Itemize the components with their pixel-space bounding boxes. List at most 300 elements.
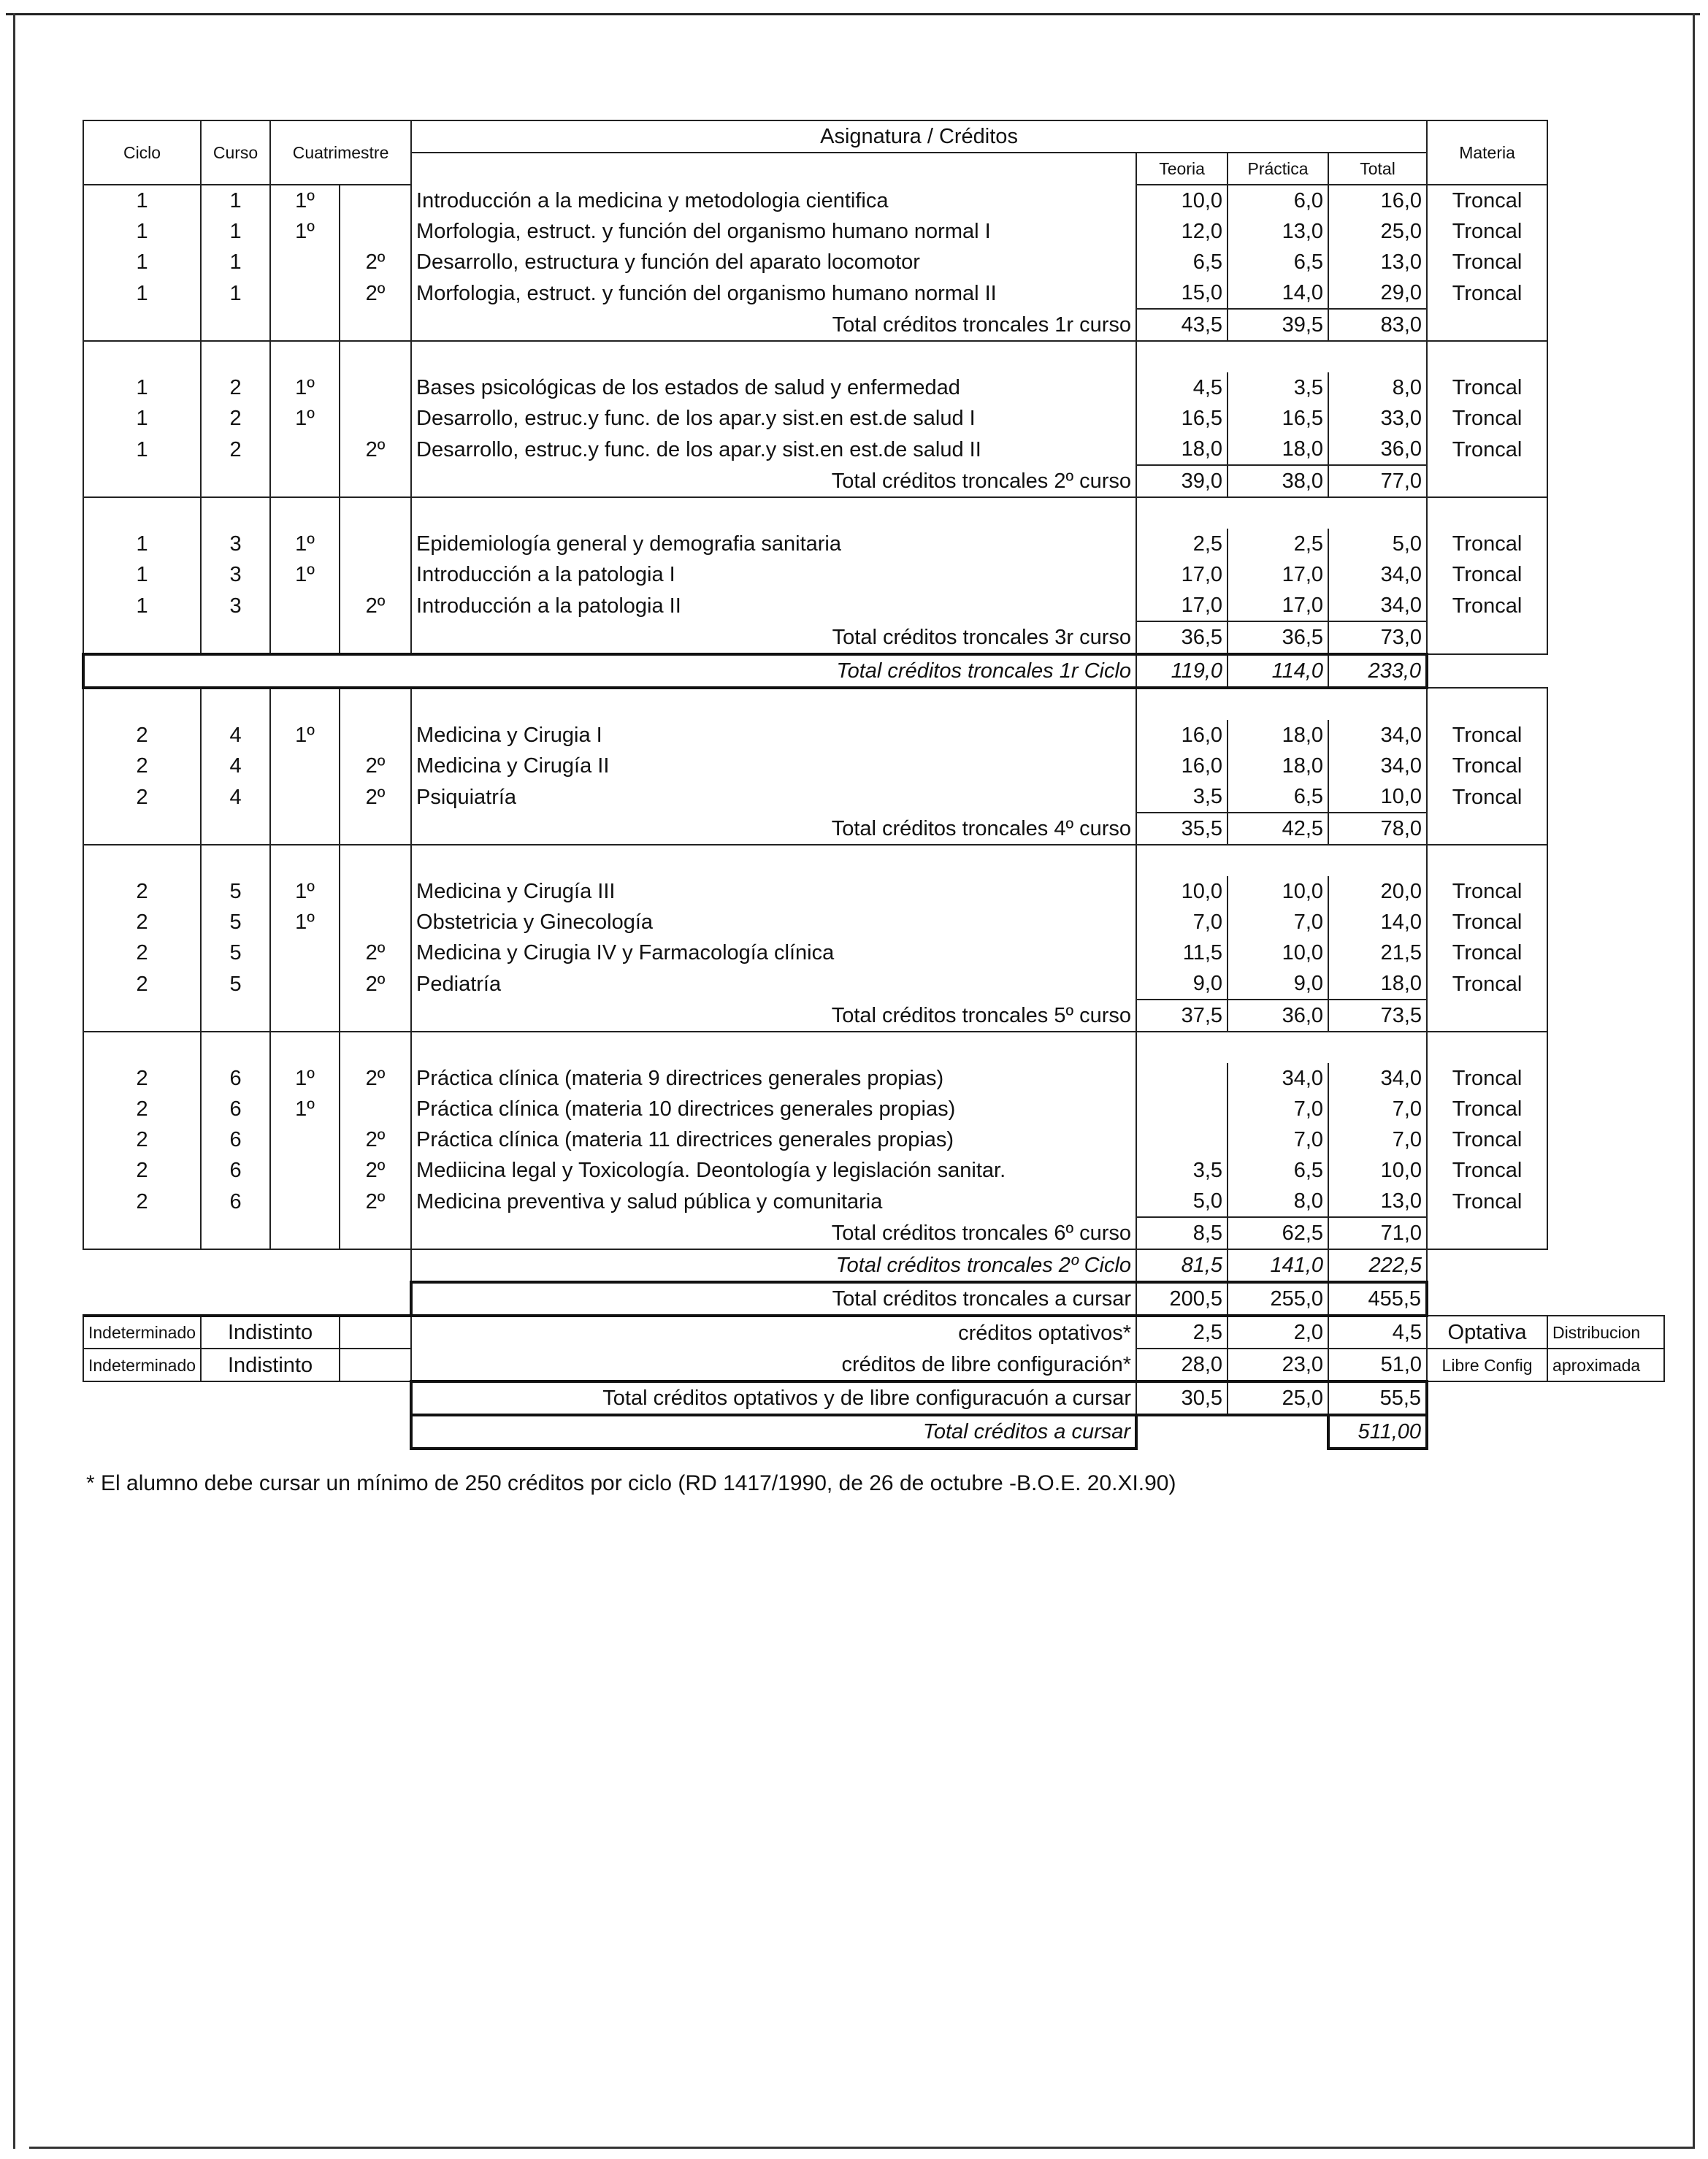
- table-row: [83, 216, 1664, 247]
- header-cuatrimestre: Cuatrimestre: [270, 120, 411, 185]
- total-cell: 18,0: [1328, 968, 1427, 1000]
- ciclo-cell: 2: [83, 1155, 201, 1186]
- empty-cell: [83, 497, 201, 529]
- subtotal-total: 73,5: [1328, 1000, 1427, 1032]
- empty-cell: [1547, 247, 1664, 277]
- empty-cell: [1547, 309, 1664, 341]
- cuatrimestre-1-cell: 1º: [270, 403, 340, 434]
- study-plan-table: [82, 120, 1665, 1450]
- empty-cell: [270, 688, 340, 720]
- empty-cell: [201, 1000, 270, 1032]
- empty-cell: [1547, 1032, 1664, 1063]
- empty-cell: [411, 1032, 1136, 1063]
- optional-total-practica: 25,0: [1228, 1381, 1328, 1415]
- cuatrimestre-1-cell: [270, 1186, 340, 1217]
- asignatura-cell: Práctica clínica (materia 11 directrices generales propias): [411, 1124, 1136, 1155]
- practica-cell: 18,0: [1228, 434, 1328, 465]
- empty-cell: [270, 465, 340, 497]
- ciclo-total-teoria: 119,0: [1136, 654, 1228, 688]
- empty-cell: [83, 309, 201, 341]
- empty-cell: [1427, 1381, 1547, 1415]
- cuatrimestre-1-cell: [270, 968, 340, 1000]
- empty-cell: [1547, 153, 1664, 185]
- teoria-cell: 11,5: [1136, 937, 1228, 968]
- materia-cell: Troncal: [1427, 559, 1547, 590]
- practica-cell: 17,0: [1228, 559, 1328, 590]
- curso-cell: 3: [201, 529, 270, 559]
- empty-cell: [1547, 216, 1664, 247]
- ciclo-cell: 2: [83, 937, 201, 968]
- ciclo-total-total: 222,5: [1328, 1249, 1427, 1282]
- empty-cell: [1547, 688, 1664, 720]
- asignatura-cell: Medicina preventiva y salud pública y comunitaria: [411, 1186, 1136, 1217]
- ciclo-total-label: Total créditos troncales 1r Ciclo: [411, 654, 1136, 688]
- asignatura-cell: Morfologia, estruct. y función del organismo humano normal I: [411, 216, 1136, 247]
- practica-cell: 18,0: [1228, 751, 1328, 781]
- curso-cell: 4: [201, 720, 270, 751]
- practica-cell: 10,0: [1228, 937, 1328, 968]
- subtotal-row: [83, 621, 1664, 654]
- subtotal-total: 77,0: [1328, 465, 1427, 497]
- table-row: [83, 559, 1664, 590]
- teoria-cell: 17,0: [1136, 559, 1228, 590]
- empty-cell: [83, 813, 201, 845]
- teoria-cell: 6,5: [1136, 247, 1228, 277]
- empty-cell: [1547, 1381, 1664, 1415]
- subtotal-label: Total créditos troncales 1r curso: [411, 309, 1136, 341]
- subtotal-label: Total créditos troncales 5º curso: [411, 1000, 1136, 1032]
- subtotal-practica: 38,0: [1228, 465, 1328, 497]
- optional-teoria: 28,0: [1136, 1349, 1228, 1381]
- empty-cell: [1547, 590, 1664, 621]
- materia-cell: Troncal: [1427, 1063, 1547, 1094]
- asignatura-cell: Medicina y Cirugia IV y Farmacología clínica: [411, 937, 1136, 968]
- empty-cell: [1547, 1000, 1664, 1032]
- empty-cell: [270, 497, 340, 529]
- page-border-left: [13, 13, 15, 2149]
- curso-cell: 4: [201, 751, 270, 781]
- grand-total-row: [83, 1415, 1664, 1449]
- asignatura-cell: Desarrollo, estructura y función del aparato locomotor: [411, 247, 1136, 277]
- empty-cell: [1547, 968, 1664, 1000]
- cuatrimestre-2-cell: 2º: [340, 1124, 411, 1155]
- total-cell: 36,0: [1328, 434, 1427, 465]
- subtotal-label: Total créditos troncales 3r curso: [411, 621, 1136, 654]
- cuatrimestre-2-cell: [340, 403, 411, 434]
- empty-cell: [340, 1217, 411, 1249]
- distribution-note: Distribucion: [1547, 1316, 1664, 1349]
- asignatura-cell: Obstetricia y Ginecología: [411, 907, 1136, 937]
- empty-cell: [83, 654, 411, 688]
- cuatrimestre-2-cell: 2º: [340, 247, 411, 277]
- empty-cell: [1136, 1415, 1228, 1449]
- empty-cell: [201, 845, 270, 876]
- empty-cell: [83, 688, 201, 720]
- ciclo-cell: 1: [83, 216, 201, 247]
- troncales-total-practica: 255,0: [1228, 1282, 1328, 1316]
- total-cell: 7,0: [1328, 1094, 1427, 1124]
- practica-cell: 17,0: [1228, 590, 1328, 621]
- optional-total-row: [83, 1381, 1664, 1415]
- total-cell: 13,0: [1328, 1186, 1427, 1217]
- asignatura-cell: Medicina y Cirugia I: [411, 720, 1136, 751]
- total-cell: 34,0: [1328, 590, 1427, 621]
- table-row: [83, 876, 1664, 907]
- ciclo-cell: 2: [83, 751, 201, 781]
- empty-cell: [411, 688, 1136, 720]
- teoria-cell: 4,5: [1136, 372, 1228, 403]
- empty-cell: [411, 153, 1136, 185]
- empty-cell: [1427, 341, 1547, 372]
- practica-cell: 16,5: [1228, 403, 1328, 434]
- table-row: [83, 434, 1664, 465]
- curso-cell: 2: [201, 434, 270, 465]
- empty-cell: [201, 497, 270, 529]
- subtotal-row: [83, 309, 1664, 341]
- materia-cell: Troncal: [1427, 216, 1547, 247]
- empty-cell: [340, 621, 411, 654]
- curso-cell: 6: [201, 1094, 270, 1124]
- empty-cell: [1427, 1249, 1547, 1282]
- empty-cell: [1547, 277, 1664, 309]
- cuatrimestre-1-cell: 1º: [270, 559, 340, 590]
- asignatura-cell: Medicina y Cirugía II: [411, 751, 1136, 781]
- ciclo-total-practica: 141,0: [1228, 1249, 1328, 1282]
- empty-cell: [83, 1282, 411, 1316]
- practica-cell: 8,0: [1228, 1186, 1328, 1217]
- empty-cell: [1547, 654, 1664, 688]
- empty-cell: [1328, 1032, 1427, 1063]
- optional-practica: 2,0: [1228, 1316, 1328, 1349]
- empty-cell: [201, 465, 270, 497]
- header-row: [83, 120, 1664, 153]
- cuatrimestre-2-cell: [340, 907, 411, 937]
- empty-cell: [201, 309, 270, 341]
- distribution-note: aproximada: [1547, 1349, 1664, 1381]
- optional-total: 4,5: [1328, 1316, 1427, 1349]
- ciclo-total-practica: 114,0: [1228, 654, 1328, 688]
- header-curso: Curso: [201, 120, 270, 185]
- materia-cell: Troncal: [1427, 1155, 1547, 1186]
- optional-total: 51,0: [1328, 1349, 1427, 1381]
- empty-cell: [1136, 1032, 1228, 1063]
- subtotal-practica: 36,5: [1228, 621, 1328, 654]
- cuatrimestre-2-cell: [340, 372, 411, 403]
- asignatura-cell: Medicina y Cirugía III: [411, 876, 1136, 907]
- table-row: [83, 1155, 1664, 1186]
- materia-cell: Troncal: [1427, 434, 1547, 465]
- cuatrimestre-2-cell: [340, 559, 411, 590]
- cuatrimestre-2-cell: [340, 720, 411, 751]
- cuatrimestre-2-cell: [340, 529, 411, 559]
- empty-cell: [1547, 1094, 1664, 1124]
- cuatrimestre-2-cell: 2º: [340, 937, 411, 968]
- curso-cell: Indistinto: [201, 1349, 340, 1381]
- empty-cell: [270, 309, 340, 341]
- materia-cell: Troncal: [1427, 1186, 1547, 1217]
- asignatura-cell: Desarrollo, estruc.y func. de los apar.y sist.en est.de salud II: [411, 434, 1136, 465]
- empty-cell: [1547, 876, 1664, 907]
- empty-cell: [1547, 497, 1664, 529]
- empty-cell: [340, 813, 411, 845]
- table-row: [83, 937, 1664, 968]
- curso-cell: 1: [201, 216, 270, 247]
- ciclo-cell: 1: [83, 434, 201, 465]
- cuatrimestre-1-cell: 1º: [270, 216, 340, 247]
- empty-cell: [270, 1000, 340, 1032]
- teoria-cell: 16,5: [1136, 403, 1228, 434]
- subtotal-teoria: 43,5: [1136, 309, 1228, 341]
- table-row: [83, 751, 1664, 781]
- materia-cell: Troncal: [1427, 1124, 1547, 1155]
- spacer-row: [83, 341, 1664, 372]
- grand-total-label: Total créditos a cursar: [411, 1415, 1136, 1449]
- total-cell: 10,0: [1328, 1155, 1427, 1186]
- empty-cell: [1547, 751, 1664, 781]
- cuatrimestre-1-cell: 1º: [270, 372, 340, 403]
- curso-cell: 6: [201, 1063, 270, 1094]
- cuatrimestre-2-cell: [340, 216, 411, 247]
- total-cell: 21,5: [1328, 937, 1427, 968]
- table-row: [83, 1124, 1664, 1155]
- empty-cell: [1547, 529, 1664, 559]
- asignatura-cell: Práctica clínica (materia 10 directrices generales propias): [411, 1094, 1136, 1124]
- practica-cell: 7,0: [1228, 907, 1328, 937]
- cuatrimestre-1-cell: [270, 1124, 340, 1155]
- practica-cell: 6,5: [1228, 247, 1328, 277]
- table-row: [83, 907, 1664, 937]
- curso-cell: 4: [201, 781, 270, 813]
- total-cell: 34,0: [1328, 559, 1427, 590]
- ciclo-cell: 2: [83, 1186, 201, 1217]
- empty-cell: [201, 1217, 270, 1249]
- cuatrimestre-2-cell: 2º: [340, 751, 411, 781]
- empty-cell: [1427, 688, 1547, 720]
- ciclo-cell: 1: [83, 529, 201, 559]
- ciclo-cell: 2: [83, 876, 201, 907]
- curso-cell: 5: [201, 968, 270, 1000]
- materia-cell: Troncal: [1427, 907, 1547, 937]
- empty-cell: [1427, 465, 1547, 497]
- empty-cell: [1547, 1063, 1664, 1094]
- empty-cell: [1547, 434, 1664, 465]
- empty-cell: [1427, 309, 1547, 341]
- curso-cell: 6: [201, 1186, 270, 1217]
- materia-cell: Troncal: [1427, 1094, 1547, 1124]
- empty-cell: [1547, 465, 1664, 497]
- page-border-right: [1693, 13, 1695, 2149]
- ciclo-cell: 2: [83, 781, 201, 813]
- practica-cell: 6,0: [1228, 185, 1328, 216]
- asignatura-cell: Práctica clínica (materia 9 directrices generales propias): [411, 1063, 1136, 1094]
- empty-cell: [1547, 120, 1664, 153]
- practica-cell: 13,0: [1228, 216, 1328, 247]
- materia-cell: Troncal: [1427, 277, 1547, 309]
- practica-cell: 18,0: [1228, 720, 1328, 751]
- materia-cell: Troncal: [1427, 247, 1547, 277]
- table-row: [83, 403, 1664, 434]
- cuatrimestre-2-cell: [340, 1094, 411, 1124]
- total-cell: 5,0: [1328, 529, 1427, 559]
- cuatrimestre-1-cell: [270, 277, 340, 309]
- cuatrimestre-2-cell: 2º: [340, 434, 411, 465]
- ciclo-cell: 2: [83, 1094, 201, 1124]
- subtotal-practica: 36,0: [1228, 1000, 1328, 1032]
- empty-cell: [1427, 1415, 1547, 1449]
- footnote: * El alumno debe cursar un mínimo de 250 créditos por ciclo (RD 1417/1990, de 26 de octubre -B.O.E. 20.XI.90): [86, 1471, 1176, 1495]
- curso-cell: 5: [201, 937, 270, 968]
- teoria-cell: [1136, 1063, 1228, 1094]
- asignatura-cell: Morfologia, estruct. y función del organismo humano normal II: [411, 277, 1136, 309]
- empty-cell: [83, 1217, 201, 1249]
- cuatrimestre-2-cell: [340, 876, 411, 907]
- materia-cell: Troncal: [1427, 876, 1547, 907]
- ciclo-cell: 1: [83, 590, 201, 621]
- empty-cell: [411, 341, 1136, 372]
- empty-cell: [340, 1349, 411, 1381]
- subtotal-teoria: 35,5: [1136, 813, 1228, 845]
- cuatrimestre-2-cell: 2º: [340, 781, 411, 813]
- empty-cell: [1228, 497, 1328, 529]
- empty-cell: [1547, 1217, 1664, 1249]
- practica-cell: 10,0: [1228, 876, 1328, 907]
- empty-cell: [1547, 813, 1664, 845]
- materia-cell: Troncal: [1427, 968, 1547, 1000]
- table-row: [83, 781, 1664, 813]
- empty-cell: [340, 341, 411, 372]
- header-practica: Práctica: [1228, 153, 1328, 185]
- empty-cell: [1547, 1249, 1664, 1282]
- empty-cell: [1328, 341, 1427, 372]
- materia-cell: Troncal: [1427, 937, 1547, 968]
- total-cell: 8,0: [1328, 372, 1427, 403]
- materia-cell: Optativa: [1427, 1316, 1547, 1349]
- ciclo-cell: 2: [83, 720, 201, 751]
- empty-cell: [1427, 813, 1547, 845]
- practica-cell: 34,0: [1228, 1063, 1328, 1094]
- empty-cell: [1427, 621, 1547, 654]
- empty-cell: [340, 309, 411, 341]
- ciclo-cell: Indeterminado: [83, 1349, 201, 1381]
- page-border-top: [6, 13, 1700, 15]
- ciclo-cell: 1: [83, 247, 201, 277]
- subtotal-teoria: 8,5: [1136, 1217, 1228, 1249]
- total-cell: 34,0: [1328, 720, 1427, 751]
- teoria-cell: 3,5: [1136, 781, 1228, 813]
- materia-cell: Troncal: [1427, 372, 1547, 403]
- table-row: [83, 720, 1664, 751]
- empty-cell: [1228, 341, 1328, 372]
- ciclo-total-teoria: 81,5: [1136, 1249, 1228, 1282]
- table-row: [83, 247, 1664, 277]
- spacer-row: [83, 1032, 1664, 1063]
- spacer-row: [83, 497, 1664, 529]
- grand-total-total: 511,00: [1328, 1415, 1427, 1449]
- empty-cell: [201, 621, 270, 654]
- subtotal-practica: 42,5: [1228, 813, 1328, 845]
- empty-cell: [83, 1249, 411, 1282]
- teoria-cell: 18,0: [1136, 434, 1228, 465]
- materia-cell: Troncal: [1427, 529, 1547, 559]
- teoria-cell: 17,0: [1136, 590, 1228, 621]
- header-materia: Materia: [1427, 120, 1547, 185]
- subtotal-label: Total créditos troncales 6º curso: [411, 1217, 1136, 1249]
- total-cell: 10,0: [1328, 781, 1427, 813]
- empty-cell: [340, 465, 411, 497]
- cuatrimestre-1-cell: [270, 247, 340, 277]
- practica-cell: 3,5: [1228, 372, 1328, 403]
- table-row: [83, 1063, 1664, 1094]
- subtotal-total: 83,0: [1328, 309, 1427, 341]
- empty-cell: [83, 341, 201, 372]
- empty-cell: [201, 341, 270, 372]
- empty-cell: [340, 1316, 411, 1349]
- empty-cell: [1427, 1282, 1547, 1316]
- empty-cell: [340, 845, 411, 876]
- empty-cell: [340, 497, 411, 529]
- asignatura-cell: Mediicina legal y Toxicología. Deontología y legislación sanitar.: [411, 1155, 1136, 1186]
- empty-cell: [1547, 1186, 1664, 1217]
- cuatrimestre-2-cell: [340, 185, 411, 216]
- empty-cell: [201, 688, 270, 720]
- empty-cell: [1427, 845, 1547, 876]
- troncales-total-total: 455,5: [1328, 1282, 1427, 1316]
- practica-cell: 7,0: [1228, 1094, 1328, 1124]
- empty-cell: [83, 621, 201, 654]
- cuatrimestre-1-cell: 1º: [270, 1094, 340, 1124]
- cuatrimestre-1-cell: 1º: [270, 907, 340, 937]
- total-cell: 25,0: [1328, 216, 1427, 247]
- cuatrimestre-1-cell: [270, 1155, 340, 1186]
- empty-cell: [1547, 1124, 1664, 1155]
- optional-practica: 23,0: [1228, 1349, 1328, 1381]
- ciclo-cell: 1: [83, 559, 201, 590]
- asignatura-cell: Introducción a la patologia II: [411, 590, 1136, 621]
- table-row: [83, 185, 1664, 216]
- table-row: [83, 372, 1664, 403]
- ciclo-cell: 1: [83, 372, 201, 403]
- materia-cell: Libre Config: [1427, 1349, 1547, 1381]
- table-row: [83, 1186, 1664, 1217]
- curso-cell: Indistinto: [201, 1316, 340, 1349]
- empty-cell: [1328, 845, 1427, 876]
- curso-cell: 2: [201, 403, 270, 434]
- materia-cell: Troncal: [1427, 751, 1547, 781]
- materia-cell: Troncal: [1427, 590, 1547, 621]
- header-teoria: Teoria: [1136, 153, 1228, 185]
- asignatura-cell: Pediatría: [411, 968, 1136, 1000]
- empty-cell: [83, 465, 201, 497]
- materia-cell: Troncal: [1427, 781, 1547, 813]
- teoria-cell: 7,0: [1136, 907, 1228, 937]
- empty-cell: [1328, 497, 1427, 529]
- troncales-total-label: Total créditos troncales a cursar: [411, 1282, 1136, 1316]
- spacer-row: [83, 845, 1664, 876]
- teoria-cell: [1136, 1094, 1228, 1124]
- cuatrimestre-1-cell: [270, 937, 340, 968]
- optional-label: créditos optativos*: [411, 1316, 1136, 1349]
- teoria-cell: 12,0: [1136, 216, 1228, 247]
- page-border-bottom: [29, 2147, 1694, 2149]
- total-cell: 16,0: [1328, 185, 1427, 216]
- empty-cell: [1328, 688, 1427, 720]
- asignatura-cell: Desarrollo, estruc.y func. de los apar.y sist.en est.de salud I: [411, 403, 1136, 434]
- empty-cell: [270, 845, 340, 876]
- empty-cell: [1427, 1032, 1547, 1063]
- empty-cell: [270, 621, 340, 654]
- cuatrimestre-2-cell: 2º: [340, 968, 411, 1000]
- total-cell: 29,0: [1328, 277, 1427, 309]
